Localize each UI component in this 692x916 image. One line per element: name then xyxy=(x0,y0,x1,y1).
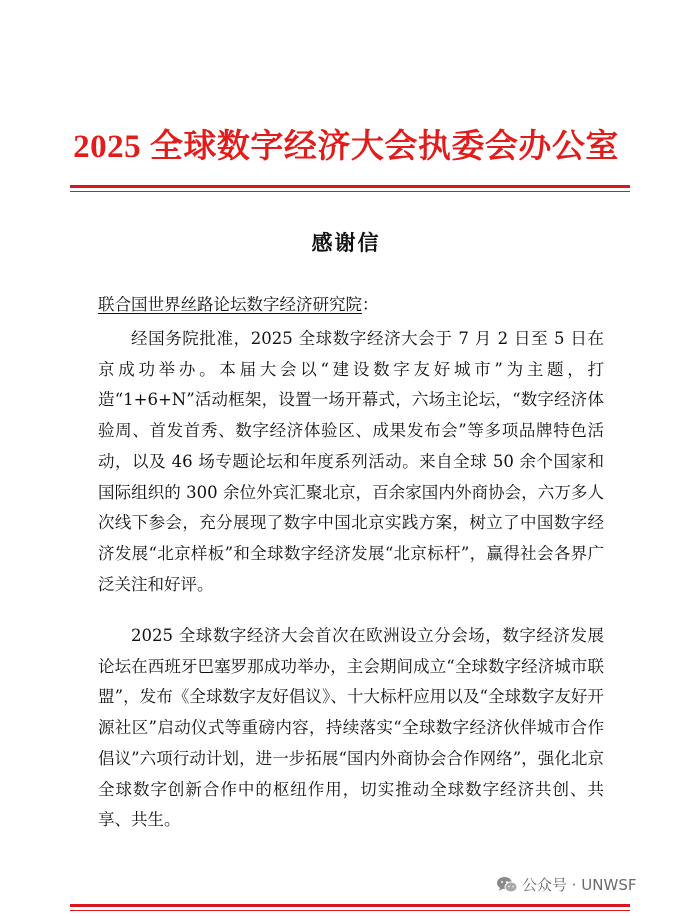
watermark-text: 公众号 · UNWSF xyxy=(522,876,637,894)
recipient-name: 联合国世界丝路论坛数字经济研究院 xyxy=(98,295,362,314)
letter-title: 感谢信 xyxy=(311,230,381,255)
footer-rule-thin xyxy=(70,910,630,911)
wechat-icon xyxy=(496,876,518,894)
header-rule-thick xyxy=(70,185,630,188)
letterhead-title: 2025 全球数字经济大会执委会办公室 xyxy=(73,129,619,165)
body-paragraph: 经国务院批准，2025 全球数字经济大会于 7 月 2 日至 5 日在京成功举办。本届大会以“建设数字友好城市”为主题，打造“1+6+N”活动框架，设置一场开幕式，六场主论坛，“数字经济体验周、首发首秀、数字经济体验区、成果发布会”等多项品牌特色活动，以及 46 场专题论坛和年度系列活动。来自全球 50 余个国家和国际组织的 300 余位外宾汇聚北京，百余家国内外商协会，六万多人次线下参会，充分展现了数字中国北京实践方案，树立了中国数字经济发展“北京样板”和全球数字经济发展“北京标杆”，赢得社会各界广泛关注和好评。 xyxy=(98,329,604,594)
recipient-colon: ： xyxy=(362,295,379,314)
salutation xyxy=(98,293,379,317)
body-paragraph: 2025 全球数字经济大会首次在欧洲设立分会场，数字经济发展论坛在西班牙巴塞罗那成功举办，主会期间成立“全球数字经济城市联盟”，发布《全球数字友好倡议》、十大标杆应用以及“全球数字友好开源社区”启动仪式等重磅内容，持续落实“全球数字经济伙伴城市合作倡议”六项行动计划，进一步拓展“国内外商协会合作网络”，强化北京全球数字创新合作中的枢纽作用，切实推动全球数字经济共创、共享、共生。 xyxy=(98,626,604,830)
watermark xyxy=(496,874,637,895)
header-rule-thin xyxy=(70,191,630,192)
footer-rule-thick xyxy=(70,904,630,907)
